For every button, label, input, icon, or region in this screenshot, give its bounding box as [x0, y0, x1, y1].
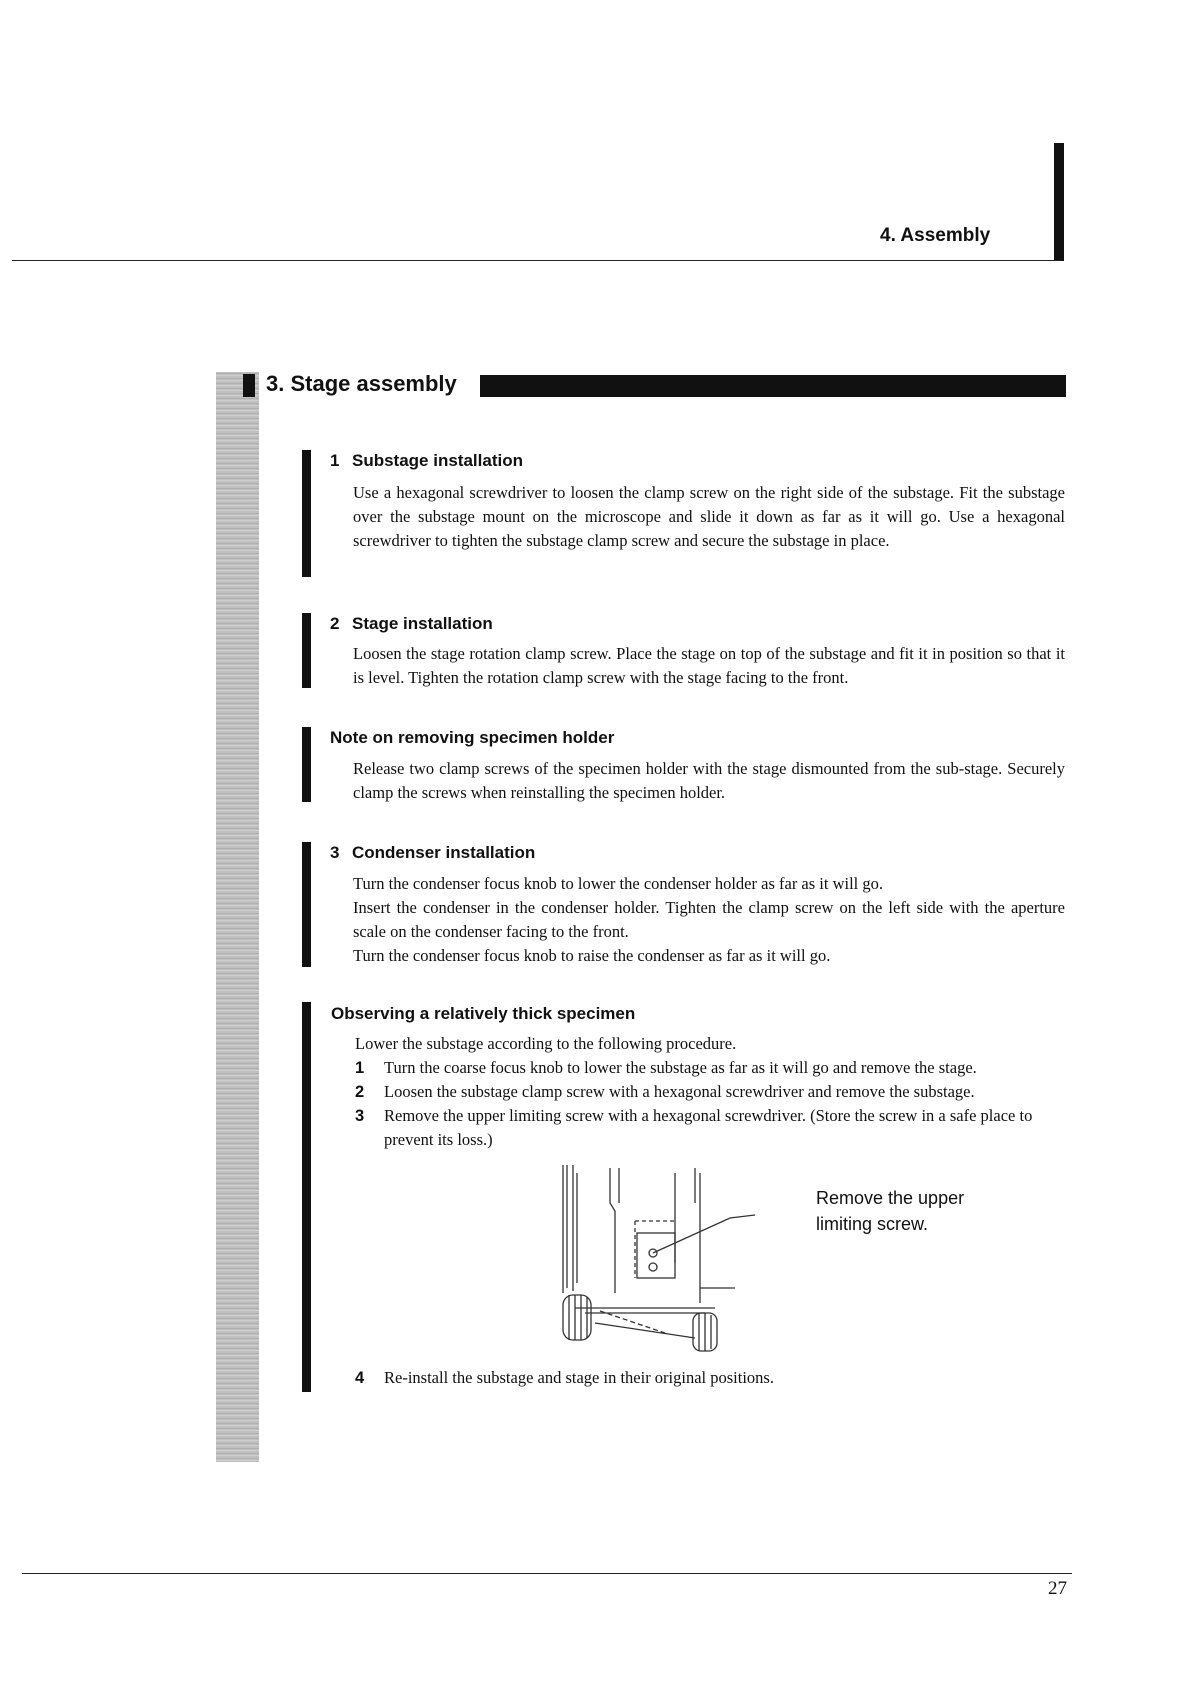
section-side-strip: [216, 372, 259, 1462]
callout-line-2: limiting screw.: [816, 1214, 929, 1234]
chapter-tab-marker: [1054, 143, 1064, 261]
condenser-line-3: Turn the condenser focus knob to raise the condenser as far as it will go.: [353, 946, 831, 965]
condenser-heading: [330, 843, 535, 863]
block-bar-note: [302, 727, 311, 802]
substage-number: 1: [330, 451, 340, 470]
condenser-number: 3: [330, 843, 340, 862]
substage-heading-text: Substage installation: [352, 451, 523, 470]
section-marker: [243, 374, 255, 397]
step-4-number: 4: [355, 1369, 365, 1387]
note-heading: Note on removing specimen holder: [330, 728, 615, 747]
step-3-number: 3: [355, 1107, 365, 1125]
block-bar-substage: [302, 450, 311, 577]
note-text: Release two clamp screws of the specimen holder with the stage dismounted from the sub-stage. Securely clamp the screws when reinstalling the specimen holder.: [353, 759, 1065, 802]
block-bar-condenser: [302, 842, 311, 967]
condenser-text: [353, 872, 1065, 968]
step-4: [355, 1366, 1067, 1390]
step-1-number: 1: [355, 1059, 365, 1077]
step-1-text: Turn the coarse focus knob to lower the substage as far as it will go and remove the stage.: [384, 1058, 977, 1077]
thick-specimen-heading: Observing a relatively thick specimen: [331, 1004, 636, 1023]
stage-heading: [330, 614, 493, 634]
substage-heading: [330, 451, 523, 471]
section-heading: [243, 371, 1066, 401]
section-title: 3. Stage assembly: [266, 371, 457, 396]
condenser-heading-text: Condenser installation: [352, 843, 536, 862]
header-rule: [12, 260, 1062, 261]
step-2: [355, 1080, 1067, 1104]
section-heading-bar: [480, 375, 1066, 397]
block-bar-thick-specimen: [302, 1002, 311, 1392]
page-number: 27: [1048, 1578, 1067, 1599]
callout-line-1: Remove the upper: [816, 1188, 965, 1208]
thick-specimen-intro: Lower the substage according to the following procedure.: [355, 1034, 737, 1053]
stage-number: 2: [330, 614, 340, 633]
footer-rule: [22, 1573, 1072, 1574]
step-2-text: Loosen the substage clamp screw with a hexagonal screwdriver and remove the substage.: [384, 1082, 975, 1101]
condenser-line-2: Insert the condenser in the condenser holder. Tighten the clamp screw on the left side with the aperture scale on the condenser facing to the front.: [353, 898, 1065, 941]
step-1: [355, 1056, 1067, 1080]
stage-heading-text: Stage installation: [352, 614, 493, 633]
step-3: [355, 1104, 1067, 1152]
chapter-title: 4. Assembly: [880, 225, 991, 246]
condenser-line-1: Turn the condenser focus knob to lower the condenser holder as far as it will go.: [353, 874, 884, 893]
step-4-text: Re-install the substage and stage in their original positions.: [384, 1368, 774, 1387]
callout-label: [816, 1185, 964, 1237]
block-bar-stage: [302, 613, 311, 688]
limiting-screw-illustration: [555, 1163, 755, 1353]
substage-text: Use a hexagonal screwdriver to loosen the clamp screw on the right side of the substage. Fit the substage over the substage mount on the microscope and slide it down as far as it will go. Use a hexagonal screwdriver to tighten the substage clamp screw and secure the substage in place.: [353, 483, 1065, 550]
step-2-number: 2: [355, 1083, 365, 1101]
step-3-text: Remove the upper limiting screw with a hexagonal screwdriver. (Store the screw in a safe place to prevent its loss.): [384, 1106, 1033, 1149]
stage-text: Loosen the stage rotation clamp screw. Place the stage on top of the substage and fit it in position so that it is level. Tighten the rotation clamp screw with the stage facing to the front.: [353, 644, 1065, 687]
